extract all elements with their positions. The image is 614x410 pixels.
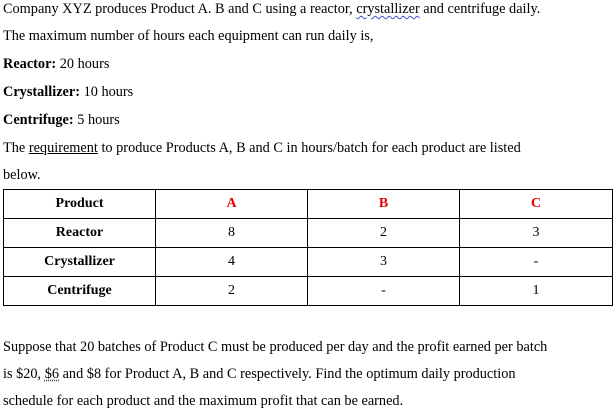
limit-label: Reactor: bbox=[3, 56, 57, 72]
table-cell: - bbox=[460, 248, 613, 277]
table-row bbox=[4, 277, 613, 306]
intro-text-end: and centrifuge daily. bbox=[419, 1, 541, 17]
table-row bbox=[4, 219, 613, 248]
problem-text-end: and $8 for Product A, B and C respectively. Find the optimum daily production bbox=[59, 366, 516, 382]
requirement-line bbox=[3, 140, 521, 157]
header-b: B bbox=[308, 190, 460, 219]
limit-centrifuge bbox=[3, 112, 120, 129]
limit-reactor bbox=[3, 56, 109, 73]
intro-line-1 bbox=[3, 1, 540, 18]
limit-label: Crystallizer: bbox=[3, 84, 81, 100]
table-cell: 2 bbox=[308, 219, 460, 248]
table-cell: - bbox=[308, 277, 460, 306]
header-product: Product bbox=[4, 190, 156, 219]
req-underlined-word: requirement bbox=[28, 140, 98, 156]
dotted-word: $6 bbox=[44, 366, 60, 382]
row-label: Reactor bbox=[4, 219, 156, 248]
table-cell: 1 bbox=[460, 277, 613, 306]
req-text-start: The bbox=[3, 140, 29, 156]
table-cell: 2 bbox=[156, 277, 308, 306]
problem-text-start: is $20, bbox=[3, 366, 45, 382]
intro-text-start: Company XYZ produces Product A. B and C using a reactor, bbox=[3, 1, 357, 17]
row-label: Crystallizer bbox=[4, 248, 156, 277]
table-cell: 3 bbox=[308, 248, 460, 277]
problem-line-3: schedule for each product and the maximum profit that can be earned. bbox=[3, 393, 404, 409]
table-header-row bbox=[4, 190, 613, 219]
intro-line-2: The maximum number of hours each equipment can run daily is, bbox=[3, 28, 374, 44]
limit-value: 5 hours bbox=[73, 112, 120, 128]
table-cell: 3 bbox=[460, 219, 613, 248]
table-row bbox=[4, 248, 613, 277]
limit-label: Centrifuge: bbox=[3, 112, 74, 128]
problem-line-1: Suppose that 20 batches of Product C must be produced per day and the profit earned per batch bbox=[3, 339, 548, 355]
row-label: Centrifuge bbox=[4, 277, 156, 306]
header-c: C bbox=[460, 190, 613, 219]
req-text-end: to produce Products A, B and C in hours/batch for each product are listed bbox=[97, 140, 521, 156]
requirement-line-2: below. bbox=[3, 167, 41, 183]
header-a: A bbox=[156, 190, 308, 219]
table-cell: 8 bbox=[156, 219, 308, 248]
limit-value: 10 hours bbox=[80, 84, 134, 100]
requirement-table bbox=[3, 189, 613, 306]
problem-line-2 bbox=[3, 366, 516, 383]
limit-value: 20 hours bbox=[56, 56, 110, 72]
spellcheck-word: crystallizer bbox=[356, 1, 420, 17]
limit-crystallizer bbox=[3, 84, 133, 101]
table-cell: 4 bbox=[156, 248, 308, 277]
